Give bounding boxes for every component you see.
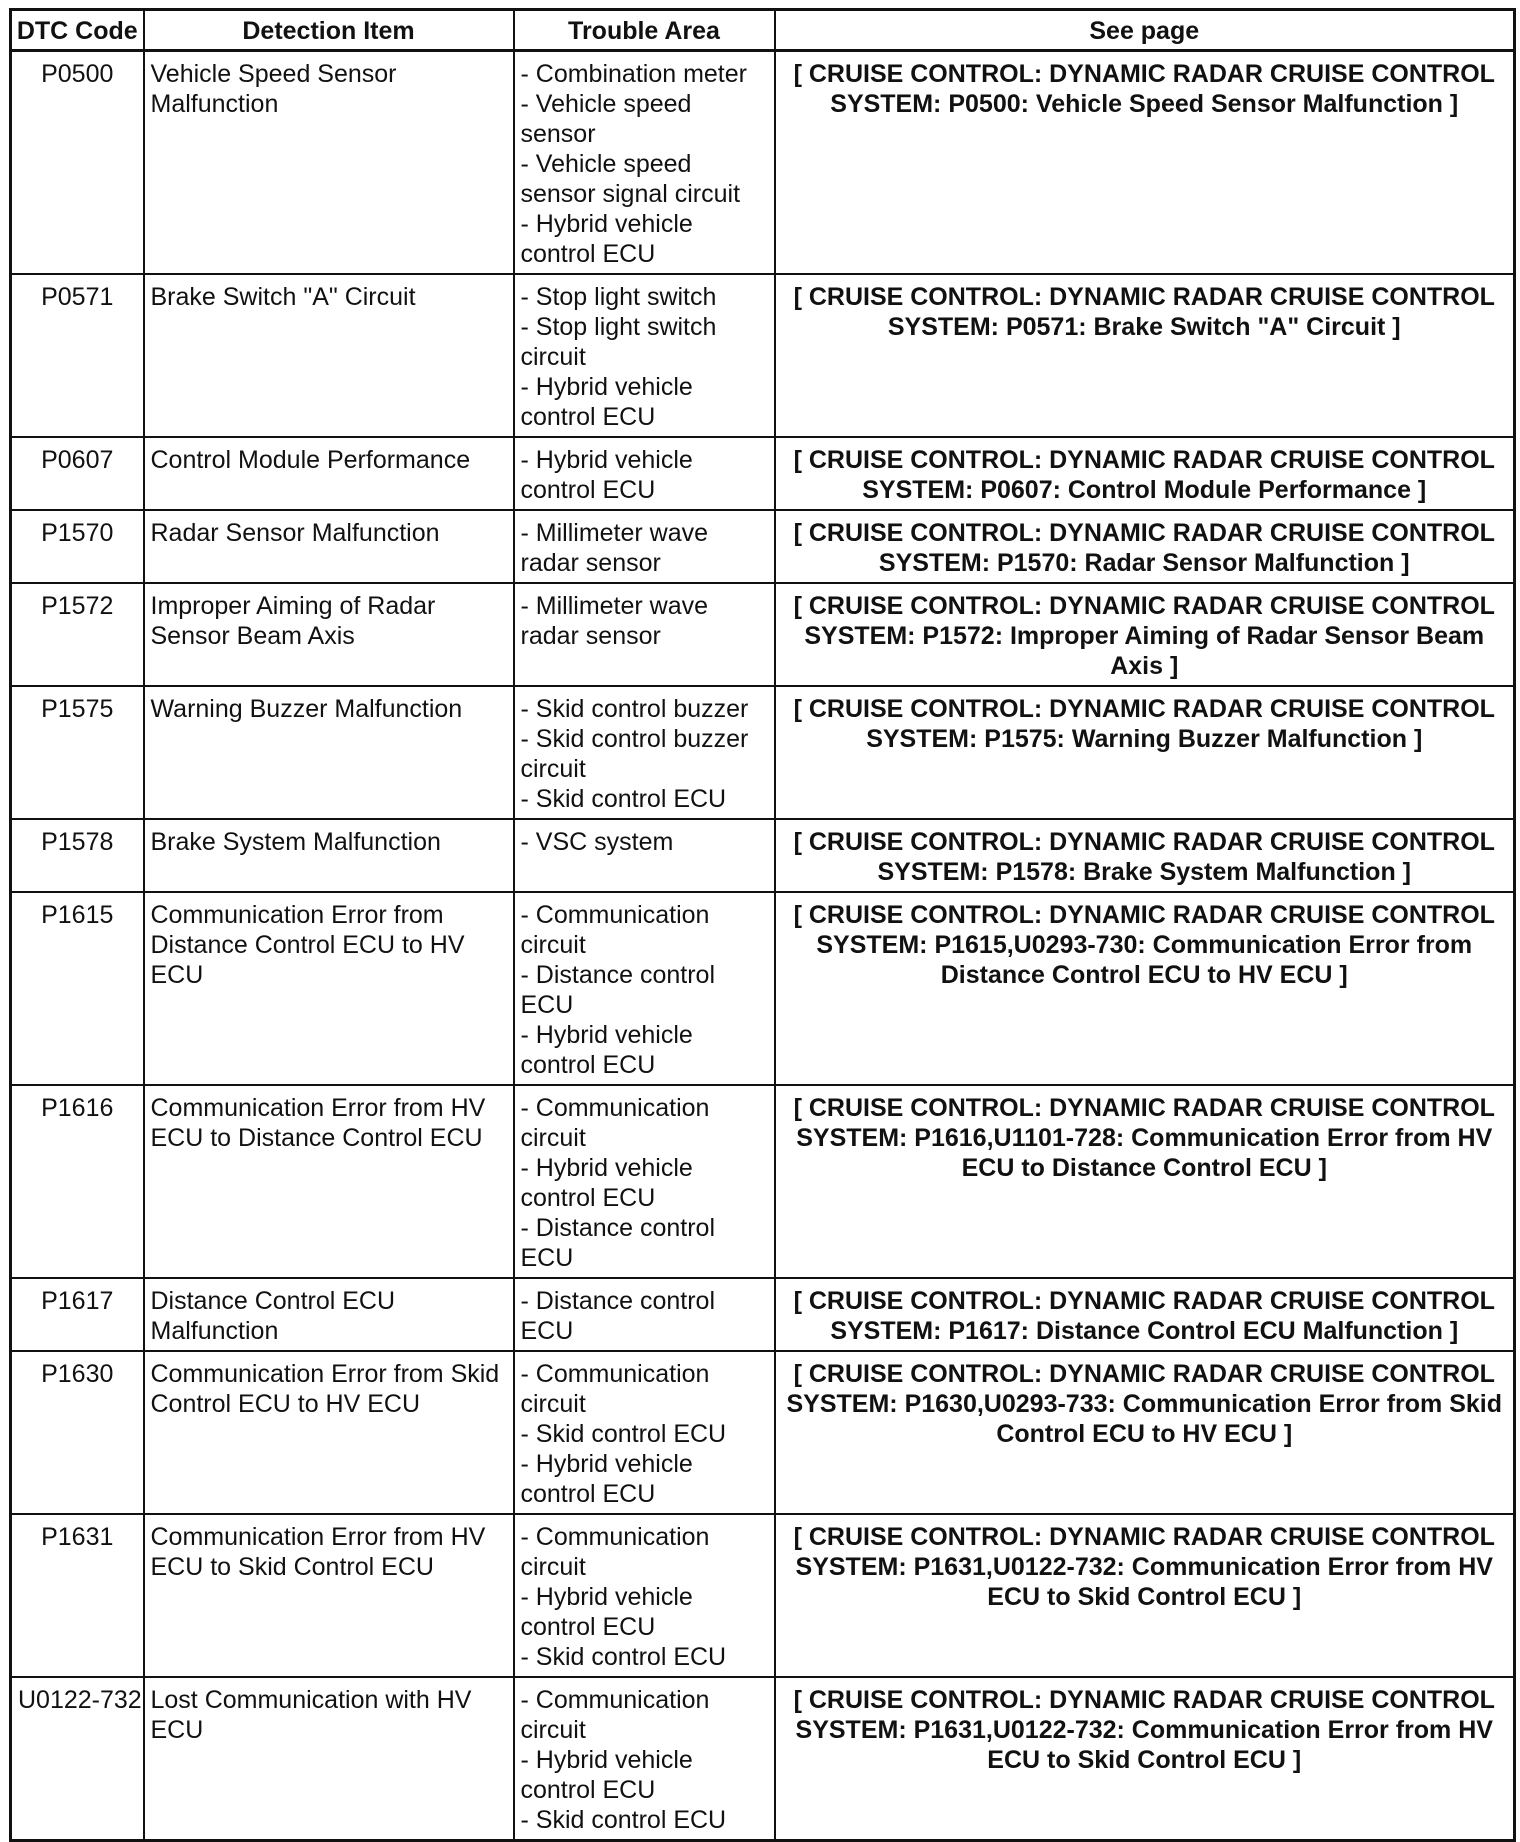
see-page-link[interactable]: [ CRUISE CONTROL: DYNAMIC RADAR CRUISE CONTROL SYSTEM: P1630,U0293-733: Communication Error from Skid Control ECU to HV ECU ]: [775, 1351, 1515, 1514]
trouble-area-entry: - Skid control ECU: [520, 1806, 727, 1834]
trouble-area-entry: - Communication circuit: [520, 1360, 710, 1418]
table-row: [11, 510, 1515, 583]
trouble-area-cell: [514, 437, 775, 510]
trouble-area-entry: - Skid control ECU: [520, 1420, 727, 1448]
dtc-code-cell: P1616: [11, 1085, 144, 1278]
trouble-area-cell: [514, 1351, 775, 1514]
table-row: [11, 583, 1515, 686]
see-page-link[interactable]: [ CRUISE CONTROL: DYNAMIC RADAR CRUISE CONTROL SYSTEM: P0500: Vehicle Speed Sensor Malfunction ]: [775, 51, 1515, 275]
trouble-area-cell: [514, 1514, 775, 1677]
trouble-area-entry: - Hybrid vehicle control ECU: [520, 373, 693, 431]
trouble-area-entry: - Hybrid vehicle control ECU: [520, 1746, 693, 1804]
trouble-area-entry: - Hybrid vehicle control ECU: [520, 210, 693, 268]
trouble-area-entry: - Skid control buzzer: [520, 695, 749, 723]
see-page-link[interactable]: [ CRUISE CONTROL: DYNAMIC RADAR CRUISE CONTROL SYSTEM: P0571: Brake Switch "A" Circuit ]: [775, 274, 1515, 437]
trouble-area-entry: - Combination meter: [520, 60, 747, 88]
detection-item-cell: Brake Switch "A" Circuit: [144, 274, 514, 437]
detection-item-cell: Improper Aiming of Radar Sensor Beam Axis: [144, 583, 514, 686]
detection-item-cell: Communication Error from Skid Control ECU to HV ECU: [144, 1351, 514, 1514]
trouble-area-entry: - Distance control ECU: [520, 1287, 716, 1345]
dtc-code-cell: P1617: [11, 1278, 144, 1351]
trouble-area-entry: - Communication circuit: [520, 1523, 710, 1581]
see-page-link[interactable]: [ CRUISE CONTROL: DYNAMIC RADAR CRUISE CONTROL SYSTEM: P1616,U1101-728: Communication Error from HV ECU to Distance Control ECU ]: [775, 1085, 1515, 1278]
trouble-area-cell: [514, 1278, 775, 1351]
dtc-code-cell: P1615: [11, 892, 144, 1085]
trouble-area-entry: - Stop light switch: [520, 283, 717, 311]
trouble-area-entry: - Vehicle speed sensor: [520, 90, 692, 148]
table-row: [11, 1085, 1515, 1278]
table-row: [11, 1351, 1515, 1514]
trouble-area-entry: - Skid control ECU: [520, 785, 727, 813]
table-row: [11, 1514, 1515, 1677]
table-header: [11, 10, 1515, 51]
dtc-code-cell: P1630: [11, 1351, 144, 1514]
detection-item-cell: Communication Error from Distance Control ECU to HV ECU: [144, 892, 514, 1085]
trouble-area-entry: - Hybrid vehicle control ECU: [520, 1154, 693, 1212]
trouble-area-cell: [514, 510, 775, 583]
trouble-area-entry: - Vehicle speed sensor signal circuit: [520, 150, 741, 208]
trouble-area-cell: [514, 686, 775, 819]
table-row: [11, 1278, 1515, 1351]
dtc-code-cell: P1631: [11, 1514, 144, 1677]
detection-item-cell: Distance Control ECU Malfunction: [144, 1278, 514, 1351]
trouble-area-cell: [514, 274, 775, 437]
header-detection-item: Detection Item: [144, 10, 514, 51]
see-page-link[interactable]: [ CRUISE CONTROL: DYNAMIC RADAR CRUISE CONTROL SYSTEM: P1617: Distance Control ECU Malfunction ]: [775, 1278, 1515, 1351]
table-row: [11, 51, 1515, 275]
trouble-area-entry: - Distance control ECU: [520, 1214, 716, 1272]
detection-item-cell: Communication Error from HV ECU to Skid Control ECU: [144, 1514, 514, 1677]
trouble-area-entry: - Hybrid vehicle control ECU: [520, 1583, 693, 1641]
trouble-area-cell: [514, 1085, 775, 1278]
dtc-table: [9, 8, 1516, 1842]
detection-item-cell: Warning Buzzer Malfunction: [144, 686, 514, 819]
see-page-link[interactable]: [ CRUISE CONTROL: DYNAMIC RADAR CRUISE CONTROL SYSTEM: P1615,U0293-730: Communication Error from Distance Control ECU to HV ECU ]: [775, 892, 1515, 1085]
see-page-link[interactable]: [ CRUISE CONTROL: DYNAMIC RADAR CRUISE CONTROL SYSTEM: P1631,U0122-732: Communication Error from HV ECU to Skid Control ECU ]: [775, 1514, 1515, 1677]
detection-item-cell: Brake System Malfunction: [144, 819, 514, 892]
header-trouble-area: Trouble Area: [514, 10, 775, 51]
detection-item-cell: Communication Error from HV ECU to Distance Control ECU: [144, 1085, 514, 1278]
trouble-area-entry: - Hybrid vehicle control ECU: [520, 1450, 693, 1508]
trouble-area-entry: - Hybrid vehicle control ECU: [520, 446, 693, 504]
see-page-link[interactable]: [ CRUISE CONTROL: DYNAMIC RADAR CRUISE CONTROL SYSTEM: P0607: Control Module Performance ]: [775, 437, 1515, 510]
detection-item-cell: Radar Sensor Malfunction: [144, 510, 514, 583]
table-row: [11, 892, 1515, 1085]
table-row: [11, 819, 1515, 892]
table-row: [11, 437, 1515, 510]
dtc-code-cell: P0607: [11, 437, 144, 510]
detection-item-cell: Vehicle Speed Sensor Malfunction: [144, 51, 514, 275]
trouble-area-cell: [514, 819, 775, 892]
dtc-code-cell: P0500: [11, 51, 144, 275]
table-row: [11, 1677, 1515, 1841]
detection-item-cell: Control Module Performance: [144, 437, 514, 510]
trouble-area-entry: - Communication circuit: [520, 1094, 710, 1152]
header-row: [11, 10, 1515, 51]
dtc-table-container: [9, 8, 1513, 1834]
trouble-area-entry: - Skid control buzzer circuit: [520, 725, 749, 783]
trouble-area-entry: - VSC system: [520, 828, 674, 856]
trouble-area-entry: - Communication circuit: [520, 901, 710, 959]
dtc-code-cell: P1572: [11, 583, 144, 686]
header-dtc-code: DTC Code: [11, 10, 144, 51]
trouble-area-cell: [514, 1677, 775, 1841]
trouble-area-cell: [514, 892, 775, 1085]
see-page-link[interactable]: [ CRUISE CONTROL: DYNAMIC RADAR CRUISE CONTROL SYSTEM: P1578: Brake System Malfunction ]: [775, 819, 1515, 892]
dtc-code-cell: P0571: [11, 274, 144, 437]
detection-item-cell: Lost Communication with HV ECU: [144, 1677, 514, 1841]
see-page-link[interactable]: [ CRUISE CONTROL: DYNAMIC RADAR CRUISE CONTROL SYSTEM: P1572: Improper Aiming of Radar Sensor Beam Axis ]: [775, 583, 1515, 686]
trouble-area-cell: [514, 583, 775, 686]
see-page-link[interactable]: [ CRUISE CONTROL: DYNAMIC RADAR CRUISE CONTROL SYSTEM: P1631,U0122-732: Communication Error from HV ECU to Skid Control ECU ]: [775, 1677, 1515, 1841]
trouble-area-entry: - Hybrid vehicle control ECU: [520, 1021, 693, 1079]
trouble-area-entry: - Millimeter wave radar sensor: [520, 592, 709, 650]
dtc-code-cell: U0122-732: [11, 1677, 144, 1841]
header-see-page: See page: [775, 10, 1515, 51]
dtc-code-cell: P1578: [11, 819, 144, 892]
see-page-link[interactable]: [ CRUISE CONTROL: DYNAMIC RADAR CRUISE CONTROL SYSTEM: P1570: Radar Sensor Malfunction ]: [775, 510, 1515, 583]
trouble-area-cell: [514, 51, 775, 275]
dtc-code-cell: P1570: [11, 510, 144, 583]
trouble-area-entry: - Skid control ECU: [520, 1643, 727, 1671]
table-row: [11, 274, 1515, 437]
trouble-area-entry: - Millimeter wave radar sensor: [520, 519, 709, 577]
table-row: [11, 686, 1515, 819]
see-page-link[interactable]: [ CRUISE CONTROL: DYNAMIC RADAR CRUISE CONTROL SYSTEM: P1575: Warning Buzzer Malfunction ]: [775, 686, 1515, 819]
trouble-area-entry: - Stop light switch circuit: [520, 313, 717, 371]
table-body: [11, 51, 1515, 1841]
trouble-area-entry: - Communication circuit: [520, 1686, 710, 1744]
trouble-area-entry: - Distance control ECU: [520, 961, 716, 1019]
dtc-code-cell: P1575: [11, 686, 144, 819]
